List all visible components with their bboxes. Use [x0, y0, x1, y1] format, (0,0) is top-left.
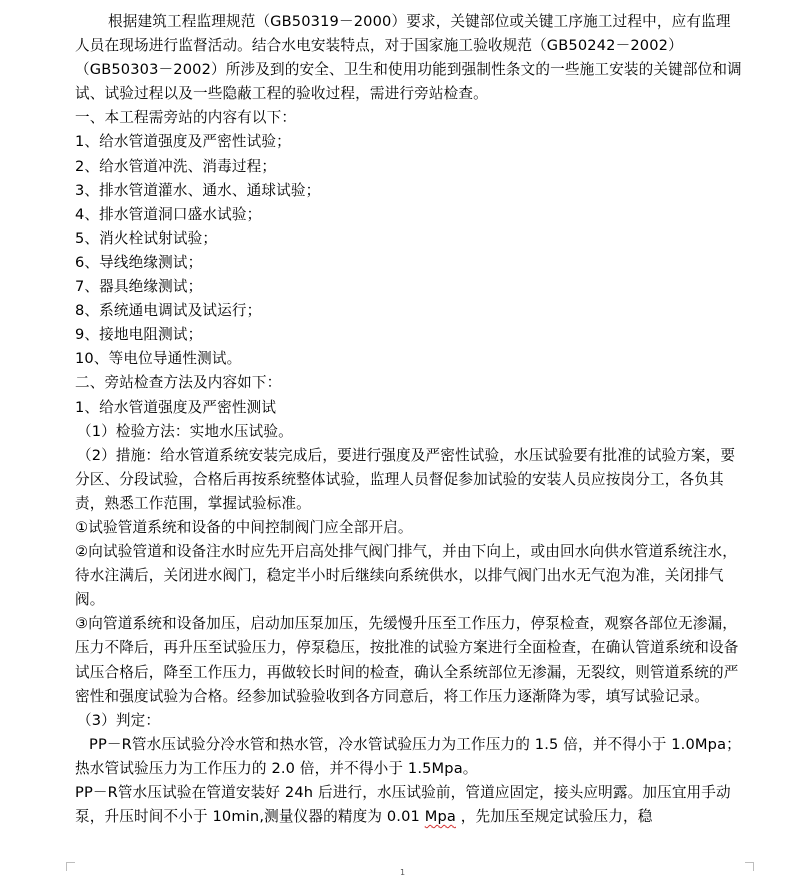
page-margin-mark-right	[745, 862, 754, 871]
list-item: 1、给水管道强度及严密性试验；	[75, 133, 291, 151]
section-heading-1: 一、本工程需旁站的内容有以下：	[75, 109, 297, 127]
judgement-paragraph-1: PP－R管水压试验分冷水管和热水管，冷水管试验压力为工作压力的 1.5 倍，并不得小于 1.0Mpa；热水管试验压力为工作压力的 2.0 倍，并不得小于 1.5Mpa。	[75, 735, 741, 777]
judgement-heading: （3）判定：	[77, 711, 161, 729]
judgement-2-text-start: PP－R管水压试验在管道安装好 24h 后进行，水压试验前，管道应固定，接头应明露。加压宜用手动泵，升压时间不小于 10min,测量仪器的精度为 0.01	[75, 784, 731, 826]
section-heading-2: 二、旁站检查方法及内容如下：	[75, 374, 282, 392]
subsection-heading: 1、给水管道强度及严密性测试	[75, 398, 277, 416]
list-item: 10、等电位导通性测试。	[75, 350, 242, 368]
list-item: 6、导线绝缘测试；	[75, 253, 203, 271]
spellcheck-flagged-unit: Mpa	[424, 808, 456, 826]
judgement-paragraph-2	[75, 781, 743, 829]
page-margin-mark-left	[66, 862, 75, 871]
step-2-paragraph: ②向试验管道和设备注水时应先开启高处排气阀门排气，并由下向上，或由回水向供水管道系统注水，待水注满后，关闭进水阀门，稳定半小时后继续向系统供水，以排气阀门出水无气泡为准，关闭排气阀。	[75, 543, 737, 609]
list-item: 3、排水管道灌水、通水、通球试验；	[75, 181, 321, 199]
list-item: 9、接地电阻测试；	[75, 326, 203, 344]
measures-paragraph: （2）措施：给水管道系统安装完成后，要进行强度及严密性试验，水压试验要有批准的试验方案，要分区、分段试验，合格后再按系统整体试验，监理人员督促参加试验的安装人员应按岗分工，各负其责，熟悉工作范围，掌握试验标准。	[75, 446, 736, 512]
list-item: 7、器具绝缘测试；	[75, 278, 203, 296]
list-item: 5、消火栓试射试验；	[75, 229, 218, 247]
step-1-paragraph: ①试验管道系统和设备的中间控制阀门应全部开启。	[75, 518, 413, 536]
step-3-paragraph: ③向管道系统和设备加压，启动加压泵加压，先缓慢升压至工作压力，停泵检查，观察各部位无渗漏，压力不降后，再升压至试验压力，停泵稳压，按批准的试验方案进行全面检查，在确认管道系统和设备试压合格后，降至工作压力，再做较长时间的检查，确认全系统部位无渗漏，无裂纹，则管道系统的严密性和强度试验为合格。经参加试验验收到各方同意后，将工作压力逐渐降为零，填写试验记录。	[75, 615, 739, 705]
document-body	[75, 10, 743, 829]
judgement-2-text-end: ，先加压至规定试验压力，稳	[456, 808, 653, 826]
method-paragraph: （1）检验方法：实地水压试验。	[77, 422, 293, 440]
page-number: 1	[400, 868, 406, 877]
list-item: 8、系统通电调试及试运行；	[75, 302, 262, 320]
intro-paragraph: 根据建筑工程监理规范（GB50319－2000）要求，关键部位或关键工序施工过程中，应有监理人员在现场进行监督活动。结合水电安装特点，对于国家施工验收规范（GB50242－2002）（GB50303－2002）所涉及到的安全、卫生和使用功能到强制性条文的一些施工安装的关键部位和调试、试验过程以及一些隐蔽工程的验收过程，需进行旁站检查。	[75, 13, 742, 103]
list-item: 4、排水管道洞口盛水试验；	[75, 205, 262, 223]
list-item: 2、给水管道冲洗、消毒过程；	[75, 157, 277, 175]
